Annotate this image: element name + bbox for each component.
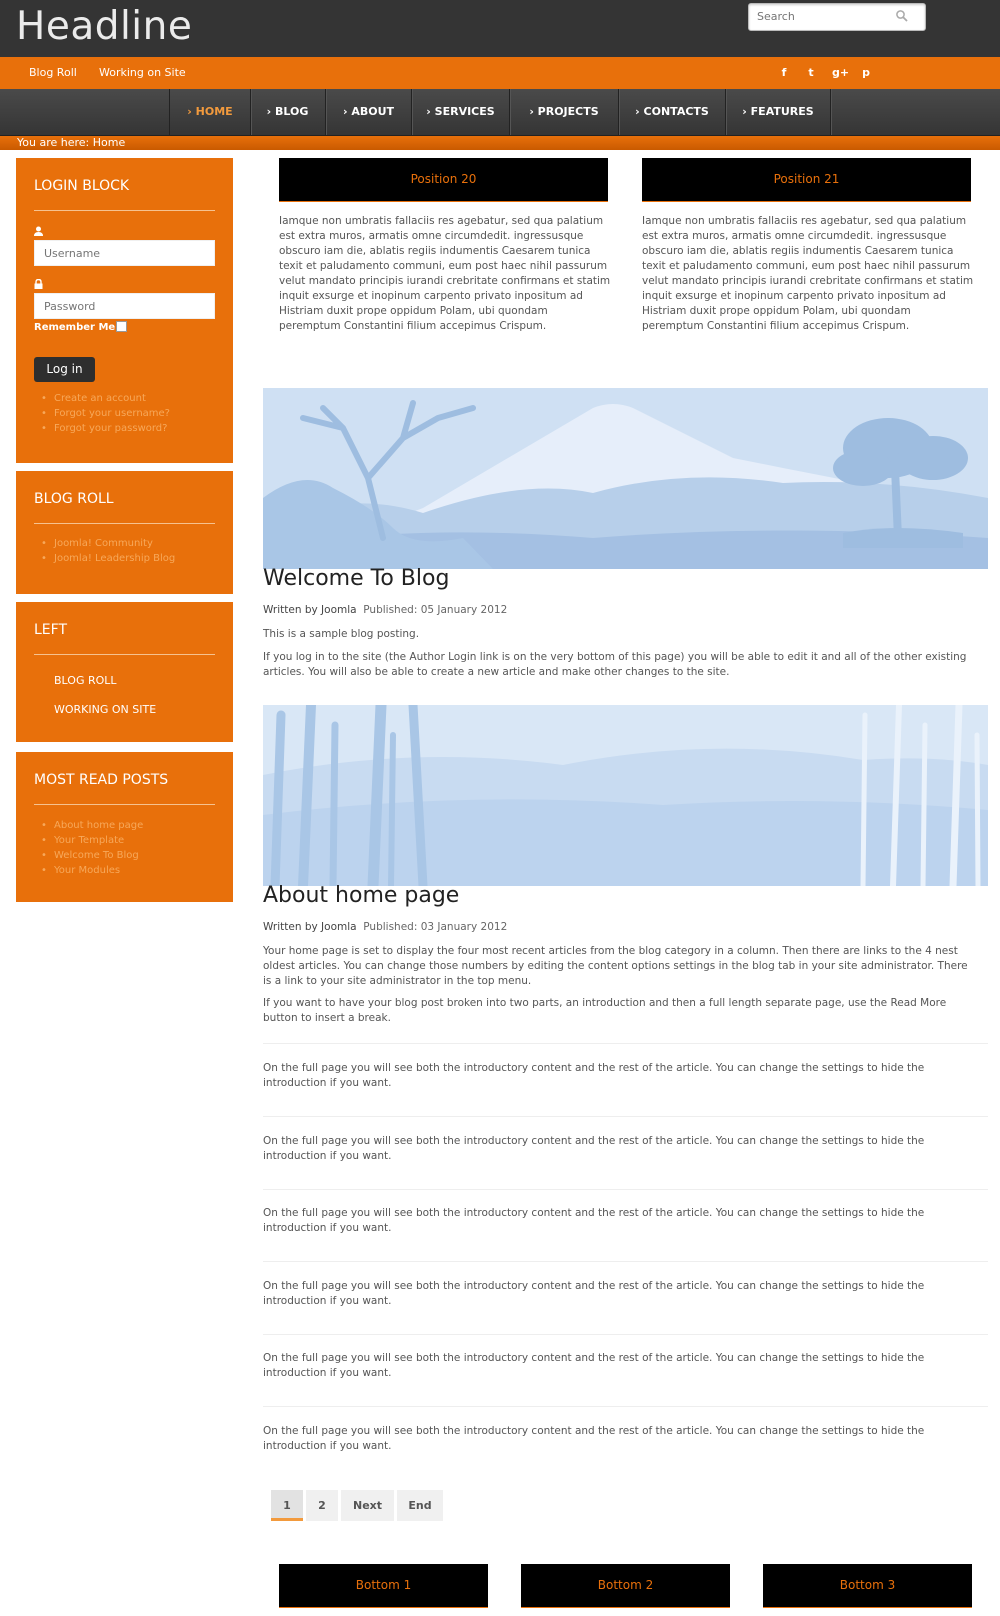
article-title-welcome[interactable]: Welcome To Blog — [263, 566, 450, 591]
search-box[interactable] — [748, 3, 926, 31]
most-read-module — [16, 752, 233, 902]
article-image-mountain — [263, 388, 988, 569]
article-meta — [263, 604, 507, 616]
module-title: LOGIN BLOCK — [34, 178, 130, 194]
forgot-password-link[interactable]: • Forgot your password? — [54, 421, 170, 436]
intro-item: On the full page you will see both the introductory content and the rest of the article. You can change the settings to hide the introduction if you want. — [263, 1280, 925, 1307]
top-link-working-on-site[interactable]: Working on Site — [99, 66, 186, 79]
article-published: Published: 05 January 2012 — [363, 604, 508, 616]
nav-home[interactable]: › HOME — [169, 89, 251, 135]
search-icon[interactable] — [895, 9, 909, 23]
divider — [263, 1261, 988, 1262]
divider — [263, 1406, 988, 1407]
divider — [34, 523, 215, 524]
joomla-community-link[interactable]: • Joomla! Community — [54, 536, 175, 551]
position-21-text: Iamque non umbratis fallaciis res agebatur, sed qua palatium est extra muros, armatis omne circumdedit. ingressusque obscuro iam die, ablatis regiis indumentis Caesarem tunica texit et paludamento communi, eum post haec nihil passurum velut mandato principis iurandi crebritate confirmans et statim inquit exsurge et inopinum carpento privato inpositum ad Histriam duxit prope oppidum Polam, ubi quondam peremptum Constantini filium accepimus Crispum. — [642, 215, 974, 332]
forgot-username-link[interactable]: • Forgot your username? — [54, 406, 170, 421]
article-author: Written by Joomla — [263, 921, 357, 933]
article-paragraph: This is a sample blog posting. — [263, 628, 420, 640]
user-icon — [34, 226, 43, 236]
position-20-text: Iamque non umbratis fallaciis res agebatur, sed qua palatium est extra muros, armatis omne circumdedit. ingressusque obscuro iam die, ablatis regiis indumentis Caesarem tunica texit et paludamento communi, eum post haec nihil passurum velut mandato principis iurandi crebritate confirmans et statim inquit exsurge et inopinum carpento privato inpositum ad Histriam duxit prope oppidum Polam, ubi quondam peremptum Constantini filium accepimus Crispum. — [279, 215, 611, 332]
bottom-1: Bottom 1 — [279, 1564, 488, 1608]
divider — [34, 654, 215, 655]
top-link-blog-roll[interactable]: Blog Roll — [29, 66, 77, 79]
position-21-header: Position 21 — [642, 158, 971, 202]
remember-me-checkbox[interactable] — [116, 321, 127, 332]
intro-item: On the full page you will see both the introductory content and the rest of the article. You can change the settings to hide the introduction if you want. — [263, 1425, 925, 1452]
nav-projects[interactable]: › PROJECTS — [510, 89, 619, 135]
remember-me-label: Remember Me — [34, 322, 116, 333]
intro-item: On the full page you will see both the introductory content and the rest of the article. You can change the settings to hide the introduction if you want. — [263, 1062, 925, 1089]
nav-contacts[interactable]: › CONTACTS — [619, 89, 726, 135]
next-page-button[interactable]: Next — [341, 1490, 394, 1521]
bamboo-landscape-image — [263, 705, 988, 886]
divider — [263, 1116, 988, 1117]
breadcrumb-bar — [0, 136, 1000, 150]
top-header — [0, 0, 1000, 57]
main-nav — [0, 89, 1000, 136]
site-title[interactable]: Headline — [16, 4, 193, 49]
joomla-leadership-blog-link[interactable]: • Joomla! Leadership Blog — [54, 551, 175, 566]
article-paragraph: If you want to have your blog post broken into two parts, an introduction and then a full length separate page, use the Read More button to insert a break. — [263, 997, 947, 1024]
your-modules-link[interactable]: • Your Modules — [54, 863, 143, 878]
bottom-2: Bottom 2 — [521, 1564, 730, 1608]
position-20-header: Position 20 — [279, 158, 608, 202]
module-title: LEFT — [34, 622, 68, 638]
most-read-links — [54, 818, 143, 878]
article-title-about[interactable]: About home page — [263, 883, 460, 908]
module-title: MOST READ POSTS — [34, 772, 169, 788]
article-image-bamboo — [263, 705, 988, 886]
lock-icon — [34, 279, 43, 289]
article-author: Written by Joomla — [263, 604, 357, 616]
username-field[interactable] — [34, 240, 215, 266]
page-2-button[interactable]: 2 — [306, 1490, 338, 1521]
divider — [263, 1189, 988, 1190]
mountain-landscape-image — [263, 388, 988, 569]
divider — [263, 1334, 988, 1335]
welcome-to-blog-link[interactable]: • Welcome To Blog — [54, 848, 143, 863]
nav-services[interactable]: › SERVICES — [412, 89, 510, 135]
your-template-link[interactable]: • Your Template — [54, 833, 143, 848]
article-paragraph: Your home page is set to display the four most recent articles from the blog category in a column. Then there are links to the 4 nest oldest articles. You can change those numbers by editing the content options settings in the blog tab in your site administrator. There is a link to your site administrator in the top menu. — [263, 945, 968, 987]
left-menu-working-on-site[interactable]: WORKING ON SITE — [54, 703, 157, 716]
divider — [34, 804, 215, 805]
left-module — [16, 602, 233, 742]
module-title: BLOG ROLL — [34, 491, 114, 507]
password-field[interactable] — [34, 293, 215, 319]
blog-roll-links — [54, 536, 175, 566]
blog-roll-module — [16, 471, 233, 594]
end-page-button[interactable]: End — [397, 1490, 443, 1521]
intro-item: On the full page you will see both the introductory content and the rest of the article. You can change the settings to hide the introduction if you want. — [263, 1352, 925, 1379]
nav-about[interactable]: › ABOUT — [326, 89, 412, 135]
about-home-page-link[interactable]: • About home page — [54, 818, 143, 833]
pinterest-icon[interactable]: p — [862, 66, 870, 79]
article-published: Published: 03 January 2012 — [363, 921, 508, 933]
nav-blog[interactable]: › BLOG — [250, 89, 326, 135]
twitter-icon[interactable]: t — [808, 66, 814, 79]
facebook-icon[interactable]: f — [781, 66, 787, 79]
divider — [263, 1043, 988, 1044]
login-links — [54, 391, 170, 436]
article-paragraph: If you log in to the site (the Author Login link is on the very bottom of this page) you will be able to edit it and all of the other existing articles. You will also be able to create a new article and make other changes to the site. — [263, 651, 967, 678]
top-menu-bar — [0, 57, 1000, 89]
left-menu-blog-roll[interactable]: BLOG ROLL — [54, 674, 117, 687]
intro-item: On the full page you will see both the introductory content and the rest of the article. You can change the settings to hide the introduction if you want. — [263, 1207, 925, 1234]
intro-item: On the full page you will see both the introductory content and the rest of the article. You can change the settings to hide the introduction if you want. — [263, 1135, 925, 1162]
search-input[interactable] — [749, 4, 897, 28]
page-1-button[interactable]: 1 — [271, 1490, 303, 1521]
divider — [34, 210, 215, 211]
bottom-3: Bottom 3 — [763, 1564, 972, 1608]
login-button[interactable]: Log in — [34, 357, 95, 382]
nav-features[interactable]: › FEATURES — [726, 89, 831, 135]
login-module — [16, 158, 233, 463]
breadcrumb: You are here: Home — [17, 136, 126, 149]
google-plus-icon[interactable]: g+ — [832, 66, 850, 79]
article-meta — [263, 921, 507, 933]
create-account-link[interactable]: • Create an account — [54, 391, 170, 406]
